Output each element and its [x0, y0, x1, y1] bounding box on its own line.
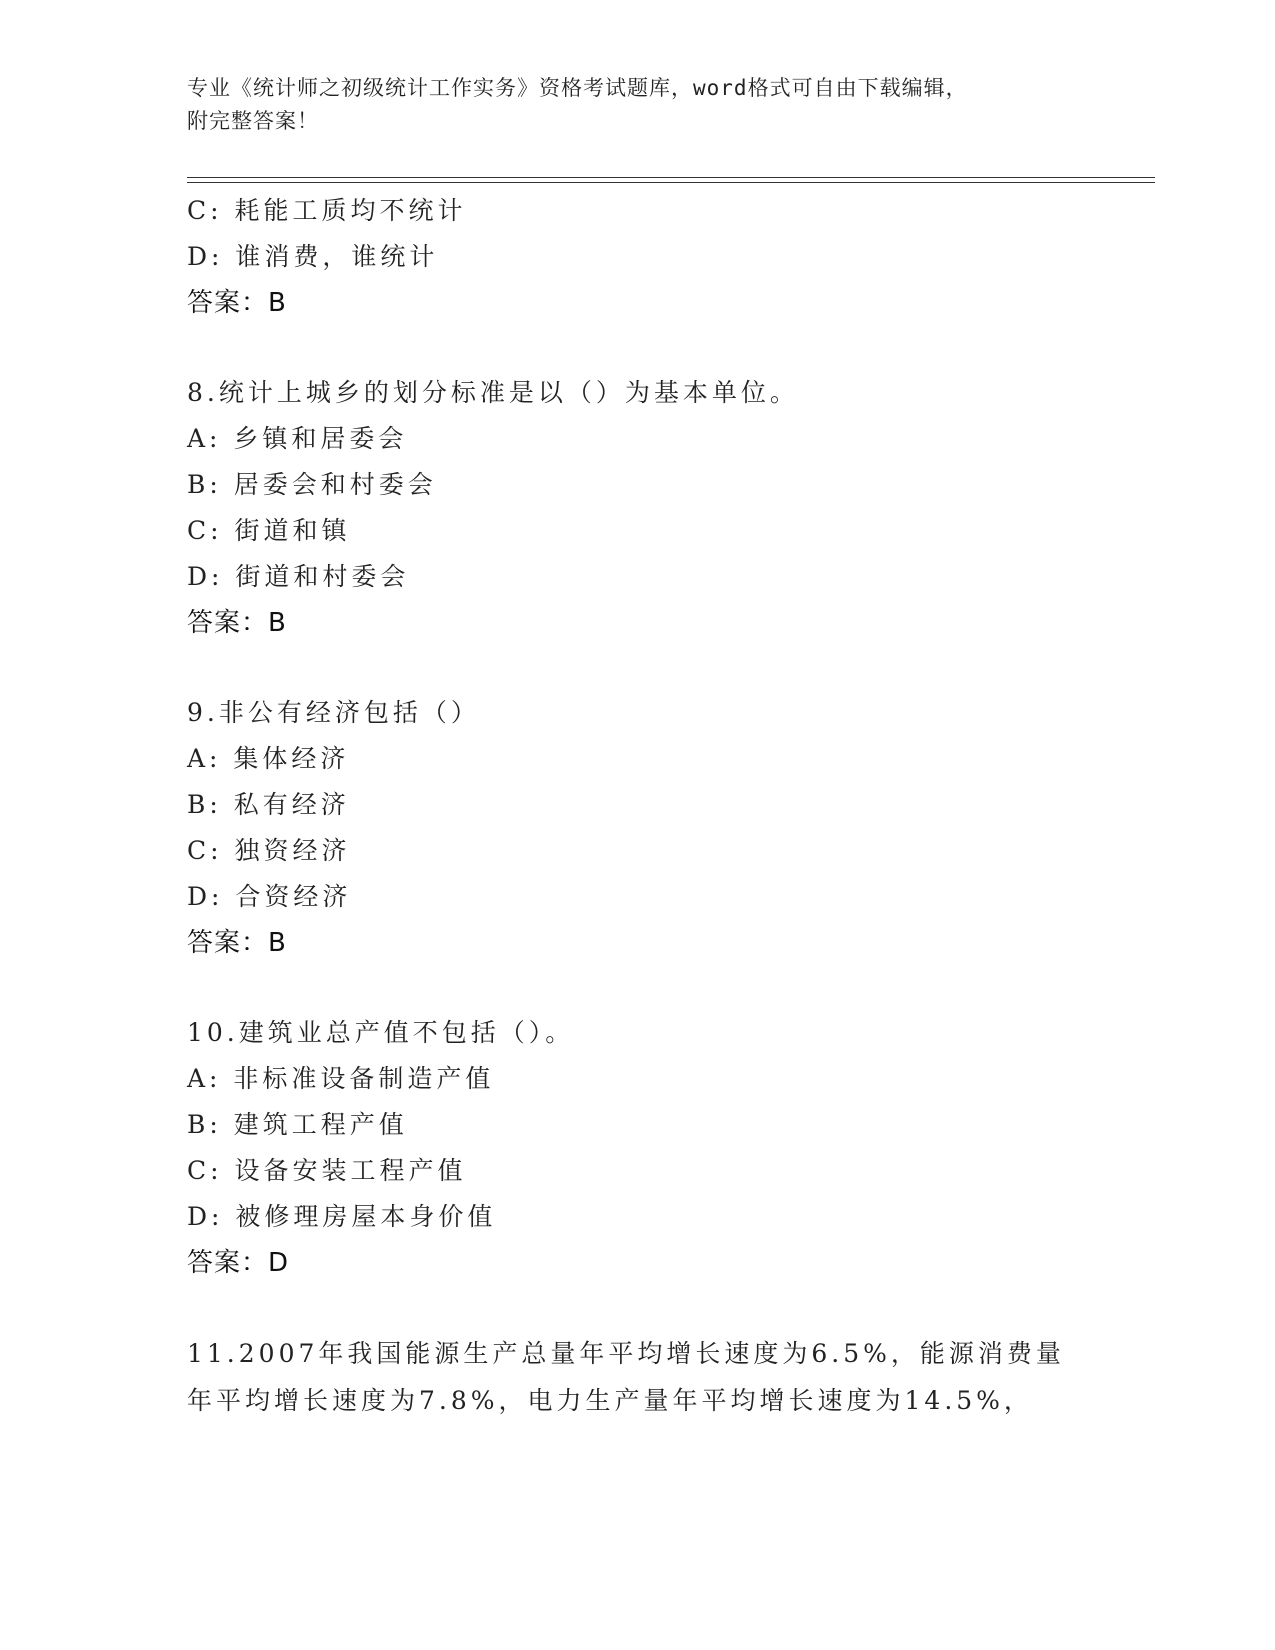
question-9	[187, 690, 1087, 966]
spacer	[187, 1286, 1087, 1330]
answer: 答案：B	[187, 928, 287, 958]
option-d: D: 合资经济	[187, 882, 352, 911]
option-d: D: 谁消费，谁统计	[187, 242, 439, 271]
option-b: B: 居委会和村委会	[187, 470, 437, 499]
question-10	[187, 1010, 1087, 1286]
option-b: B: 建筑工程产值	[187, 1110, 408, 1139]
option-a: A: 集体经济	[187, 744, 350, 773]
question-7-tail	[187, 188, 1087, 326]
spacer	[187, 646, 1087, 690]
question-11	[187, 1330, 1087, 1424]
header-line-1: 专业《统计师之初级统计工作实务》资格考试题库，word格式可自由下载编辑，	[187, 76, 968, 100]
question-stem: 10.建筑业总产值不包括（）。	[187, 1018, 575, 1047]
document-header	[187, 72, 1087, 138]
answer: 答案：B	[187, 608, 287, 638]
option-c: C: 耗能工质均不统计	[187, 196, 467, 225]
spacer	[187, 966, 1087, 1010]
option-b: B: 私有经济	[187, 790, 350, 819]
question-stem: 9.非公有经济包括（）	[187, 698, 480, 727]
option-c: C: 设备安装工程产值	[187, 1156, 467, 1185]
header-line-2: 附完整答案！	[187, 109, 319, 133]
question-stem: 8.统计上城乡的划分标准是以（）为基本单位。	[187, 378, 799, 407]
question-list	[187, 188, 1087, 1424]
spacer	[187, 326, 1087, 370]
option-c: C: 街道和镇	[187, 516, 351, 545]
option-d: D: 被修理房屋本身价值	[187, 1202, 497, 1231]
header-divider-bottom	[187, 182, 1155, 183]
answer: 答案：B	[187, 288, 287, 318]
option-d: D: 街道和村委会	[187, 562, 410, 591]
question-stem-line-1: 11.2007年我国能源生产总量年平均增长速度为6.5%，能源消费量	[187, 1339, 1065, 1368]
answer: 答案：D	[187, 1248, 290, 1278]
option-a: A: 乡镇和居委会	[187, 424, 408, 453]
question-8	[187, 370, 1087, 646]
question-stem-line-2: 年平均增长速度为7.8%，电力生产量年平均增长速度为14.5%，	[187, 1386, 1033, 1415]
header-divider-top	[187, 177, 1155, 178]
option-a: A: 非标准设备制造产值	[187, 1064, 495, 1093]
option-c: C: 独资经济	[187, 836, 351, 865]
